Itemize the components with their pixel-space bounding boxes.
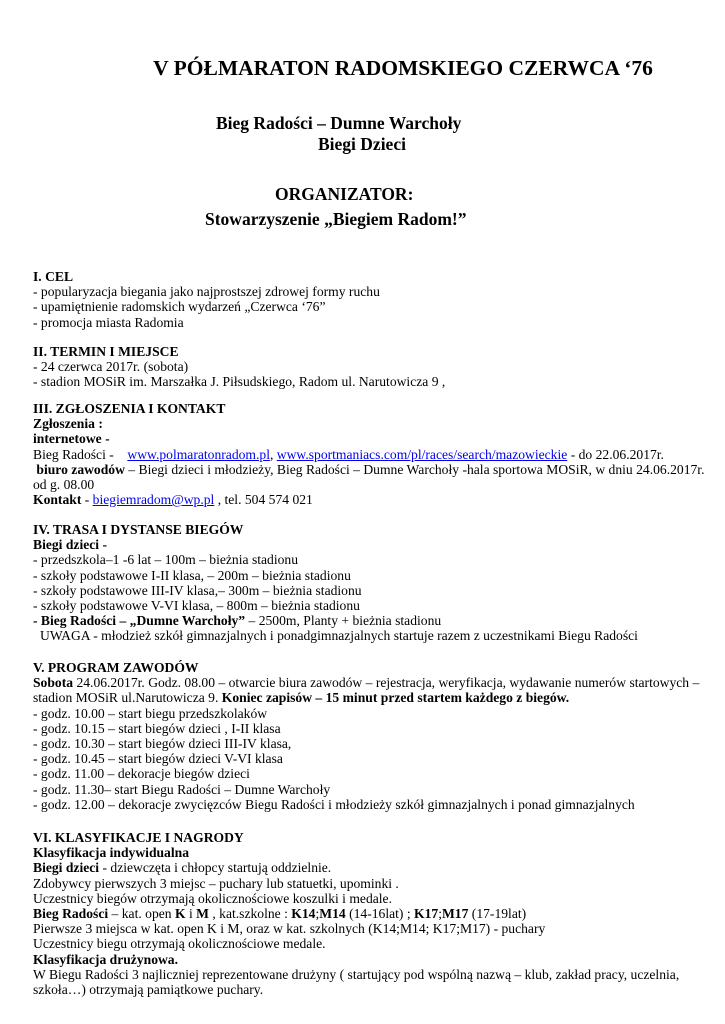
subtitle-race: Bieg Radości – Dumne Warchoły (216, 113, 462, 133)
organizer-label: ORGANIZATOR: (275, 184, 414, 204)
link-polmaratonradom[interactable]: www.polmaratonradom.pl (127, 446, 270, 462)
registration-close: Koniec zapisów – 15 minut przed startem każdego z biegów. (221, 690, 570, 706)
page-title: V PÓŁMARATON RADOMSKIEGO CZERWCA ‘76 (153, 56, 653, 80)
section-heading: III. ZGŁOSZENIA I KONTAKT (33, 401, 226, 416)
dash: - (81, 492, 93, 508)
notice-text: UWAGA - młodzież szkół gimnazjalnych i ponadgimnazjalnych startuje razem z uczestnikami Biegu Radości (40, 628, 638, 644)
text: (14-16lat) ; (345, 906, 415, 922)
bieg-prefix: Bieg Radości - (33, 446, 114, 462)
section-goal (33, 269, 713, 330)
list-item: - 24 czerwca 2017r. (sobota) (33, 359, 189, 375)
office-hours: od g. 08.00 (33, 477, 95, 493)
stadium-text: stadion MOSiR ul.Narutowicza 9. (33, 690, 222, 706)
list-item: - szkoły podstawowe V-VI klasa, – 800m – bieżnia stadionu (33, 598, 360, 614)
text-line: szkoła…) otrzymają pamiątkowe puchary. (33, 982, 264, 998)
text: (17-19lat) (468, 906, 527, 922)
online-label: internetowe - (33, 431, 110, 447)
cat-m17: M17 (441, 906, 469, 922)
kids-rule (33, 860, 713, 875)
categories-line (33, 906, 713, 921)
individual-label: Klasyfikacja indywidualna (33, 845, 189, 861)
program-intro (33, 675, 713, 690)
kids-label: Biegi dzieci (33, 860, 100, 876)
section-heading: IV. TRASA I DYSTANSE BIEGÓW (33, 522, 244, 537)
kids-text: - dziewczęta i chłopcy startują oddzielnie. (99, 860, 332, 876)
program-intro-2 (33, 690, 713, 705)
list-item: - szkoły podstawowe III-IV klasa,– 300m – bieżnia stadionu (33, 582, 362, 598)
cat-k: K (174, 906, 186, 922)
cat-k17: K17 (414, 906, 439, 922)
schedule-item: - godz. 10.45 – start biegów dzieci V-VI klasa (33, 751, 283, 767)
text-line: Zdobywcy pierwszych 3 miejsc – puchary lub statuetki, upominki . (33, 875, 399, 891)
list-item (33, 613, 713, 628)
online-links-line (33, 447, 713, 462)
schedule-item: - godz. 12.00 – dekoracje zwycięzców Biegu Radości i młodzieży szkół gimnazjalnych i ponad gimnazjalnych (33, 796, 635, 812)
contact-line (33, 492, 713, 507)
section-program (33, 660, 713, 812)
office-line (33, 462, 713, 477)
schedule-item: - godz. 10.30 – start biegów dzieci III-IV klasa, (33, 736, 292, 752)
office-label: biuro zawodów (36, 461, 125, 477)
schedule-item: - godz. 11.00 – dekoracje biegów dzieci (33, 766, 250, 782)
schedule-item: - godz. 10.00 – start biegu przedszkolaków (33, 705, 268, 721)
text: ; (438, 906, 442, 922)
list-item: - promocja miasta Radomia (33, 314, 184, 330)
cat-m: M (196, 906, 209, 922)
list-item: - stadion MOSiR im. Marszałka J. Piłsudskiego, Radom ul. Narutowicza 9 , (33, 374, 446, 390)
section-heading: I. CEL (33, 269, 74, 284)
text: , kat.szkolne : (208, 906, 292, 922)
contact-label: Kontakt (33, 492, 82, 508)
saturday-text: 24.06.2017r. Godz. 08.00 – otwarcie biura zawodów – rejestracja, weryfikacja, wydawanie numerów startowych – (73, 675, 700, 691)
link-sportmaniacs[interactable]: www.sportmaniacs.com/pl/races/search/mazowieckie (276, 446, 568, 462)
main-race-label: - Bieg Radości – „Dumne Warchoły” (33, 613, 246, 629)
deadline-text: - do 22.06.2017r. (567, 446, 664, 462)
team-label: Klasyfikacja drużynowa. (33, 951, 179, 967)
section-date-place (33, 344, 713, 390)
main-race-text: – 2500m, Planty + bieżnia stadionu (245, 613, 442, 629)
email-link[interactable]: biegiemradom@wp.pl (92, 492, 215, 508)
text: ; (315, 906, 320, 922)
list-item: - szkoły podstawowe I-II klasa, – 200m – bieżnia stadionu (33, 567, 351, 583)
subtitle-kids: Biegi Dzieci (318, 134, 406, 154)
text: i (185, 906, 197, 922)
cat-k14: K14 (291, 906, 316, 922)
comma: , (269, 446, 274, 462)
section-registration (33, 401, 713, 507)
office-text: – Biegi dzieci i młodzieży, Bieg Radości – Dumne Warchoły -hala sportowa MOSiR, w dniu 24.06.2017r. (124, 461, 705, 477)
text-line: Pierwsze 3 miejsca w kat. open K i M, oraz w kat. szkolnych (K14;M14; K17;M17) - puchary (33, 921, 546, 937)
schedule-item: - godz. 11.30– start Biegu Radości – Dumne Warchoły (33, 781, 331, 797)
phone-text: , tel. 504 574 021 (214, 492, 313, 508)
list-item: - przedszkola–1 -6 lat – 100m – bieżnia stadionu (33, 552, 299, 568)
organizer-name: Stowarzyszenie „Biegiem Radom!” (205, 209, 467, 229)
race-label: Bieg Radości (33, 906, 109, 922)
section-heading: VI. KLASYFIKACJE I NAGRODY (33, 830, 244, 845)
section-heading: II. TERMIN I MIEJSCE (33, 344, 179, 359)
saturday-label: Sobota (33, 675, 74, 691)
list-item: - upamiętnienie radomskich wydarzeń „Czerwca ‘76” (33, 299, 326, 315)
list-item: - popularyzacja biegania jako najprostszej zdrowej formy ruchu (33, 284, 380, 300)
text-line: Uczestnicy biegów otrzymają okolicznościowe koszulki i medale. (33, 890, 392, 906)
schedule-item: - godz. 10.15 – start biegów dzieci , I-II klasa (33, 720, 281, 736)
section-route (33, 522, 713, 644)
text-line: W Biegu Radości 3 najliczniej reprezentowane drużyny ( startujący pod wspólną nazwą – klub, zakład pracy, uczelnia, (33, 966, 680, 982)
text-line: Uczestnicy biegu otrzymają okolicznościowe medale. (33, 936, 326, 952)
section-heading: V. PROGRAM ZAWODÓW (33, 660, 199, 675)
text: – kat. open (108, 906, 175, 922)
cat-m14: M14 (319, 906, 346, 922)
section-awards (33, 830, 713, 997)
kids-races-label: Biegi dzieci - (33, 537, 107, 553)
registration-label: Zgłoszenia : (33, 416, 103, 432)
